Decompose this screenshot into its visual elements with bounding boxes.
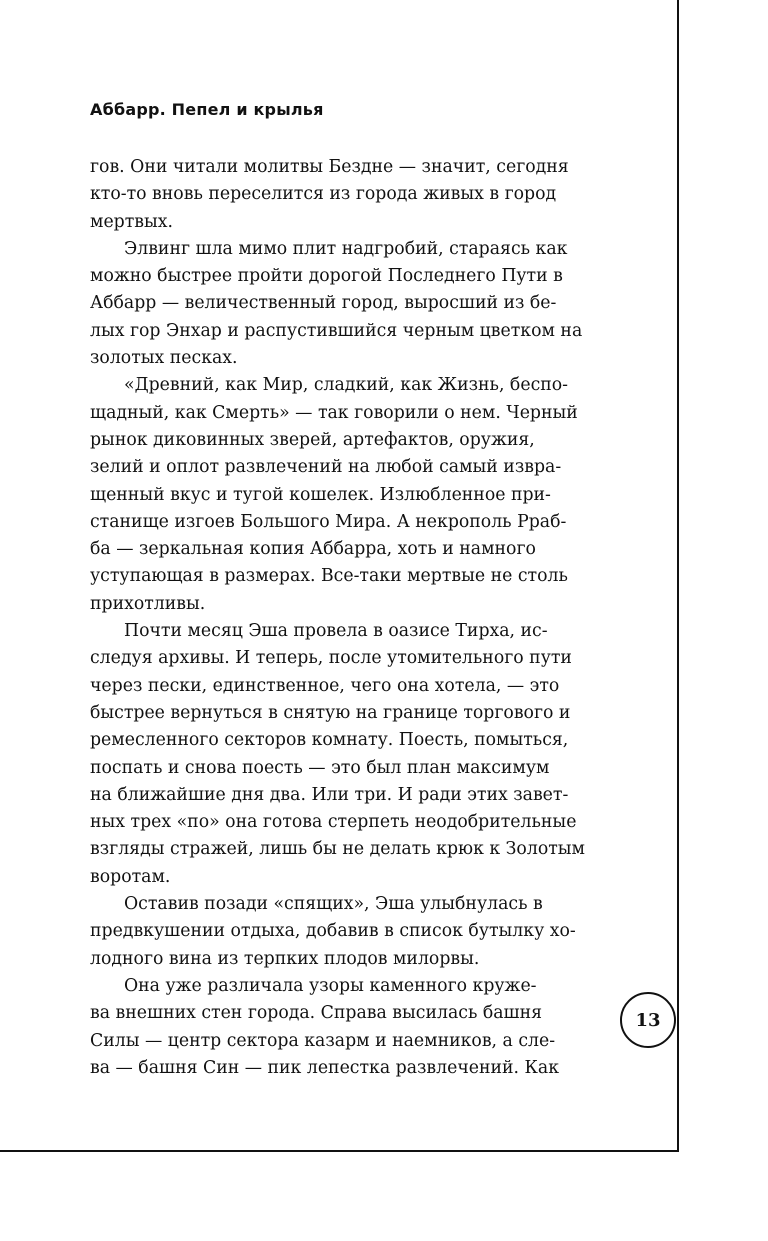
page-right-border: [677, 0, 679, 1150]
text-line: Почти месяц Эша провела в оазисе Тирха, ис-: [124, 621, 548, 642]
text-line: ных трех «по» она готова стерпеть неодобрительные: [90, 812, 577, 833]
text-line: через пески, единственное, чего она хотела, — это: [90, 675, 560, 696]
text-line: Силы — центр сектора казарм и наемников, а сле-: [90, 1030, 556, 1051]
page-number: 13: [635, 1009, 661, 1031]
page-number-badge: [620, 992, 676, 1048]
text-line: на ближайшие дня два. Или три. И ради этих завет-: [90, 784, 569, 805]
text-line: ба — зеркальная копия Аббарра, хоть и намного: [90, 539, 536, 560]
text-line: уступающая в размерах. Все-таки мертвые не столь: [90, 566, 568, 587]
text-line: рынок диковинных зверей, артефактов, оружия,: [90, 429, 535, 450]
text-line: поспать и снова поесть — это был план максимум: [90, 757, 550, 778]
text-line: зелий и оплот развлечений на любой самый извра-: [90, 457, 562, 478]
text-line: можно быстрее пройти дорогой Последнего Пути в: [90, 266, 563, 287]
page-bottom-border: [0, 1150, 679, 1152]
text-line: мертвых.: [90, 211, 174, 232]
text-line: ва — башня Син — пик лепестка развлечений. Как: [90, 1057, 560, 1078]
text-line: Аббарр — величественный город, выросший из бе-: [90, 293, 557, 314]
text-line: щадный, как Смерть» — так говорили о нем. Черный: [90, 402, 578, 423]
body-text: [90, 154, 620, 1082]
text-line: станище изгоев Большого Мира. А некрополь Рраб-: [90, 511, 567, 532]
text-line: щенный вкус и тугой кошелек. Излюбленное при-: [90, 484, 551, 505]
running-head: Аббарр. Пепел и крылья: [90, 100, 324, 119]
text-line: ва внешних стен города. Справа высилась башня: [90, 1003, 543, 1024]
text-line: воротам.: [90, 866, 171, 887]
text-line: «Древний, как Мир, сладкий, как Жизнь, беспо-: [124, 375, 569, 396]
text-line: ремесленного секторов комнату. Поесть, помыться,: [90, 730, 569, 751]
text-line: Оставив позади «спящих», Эша улыбнулась в: [124, 894, 543, 915]
text-line: золотых песках.: [90, 348, 238, 369]
text-line: прихотливы.: [90, 593, 206, 614]
text-line: Она уже различала узоры каменного круже-: [124, 975, 537, 996]
text-line: предвкушении отдыха, добавив в список бутылку хо-: [90, 921, 576, 942]
text-line: лодного вина из терпких плодов милорвы.: [90, 948, 480, 969]
text-line: лых гор Энхар и распустившийся черным цветком на: [90, 320, 583, 341]
text-line: кто-то вновь переселится из города живых в город: [90, 184, 557, 205]
text-line: гов. Они читали молитвы Бездне — значит, сегодня: [90, 157, 569, 177]
text-line: следуя архивы. И теперь, после утомительного пути: [90, 648, 572, 669]
text-line: быстрее вернуться в снятую на границе торгового и: [90, 702, 571, 723]
text-line: Элвинг шла мимо плит надгробий, стараясь как: [124, 238, 568, 259]
text-line: взгляды стражей, лишь бы не делать крюк к Золотым: [90, 839, 585, 860]
